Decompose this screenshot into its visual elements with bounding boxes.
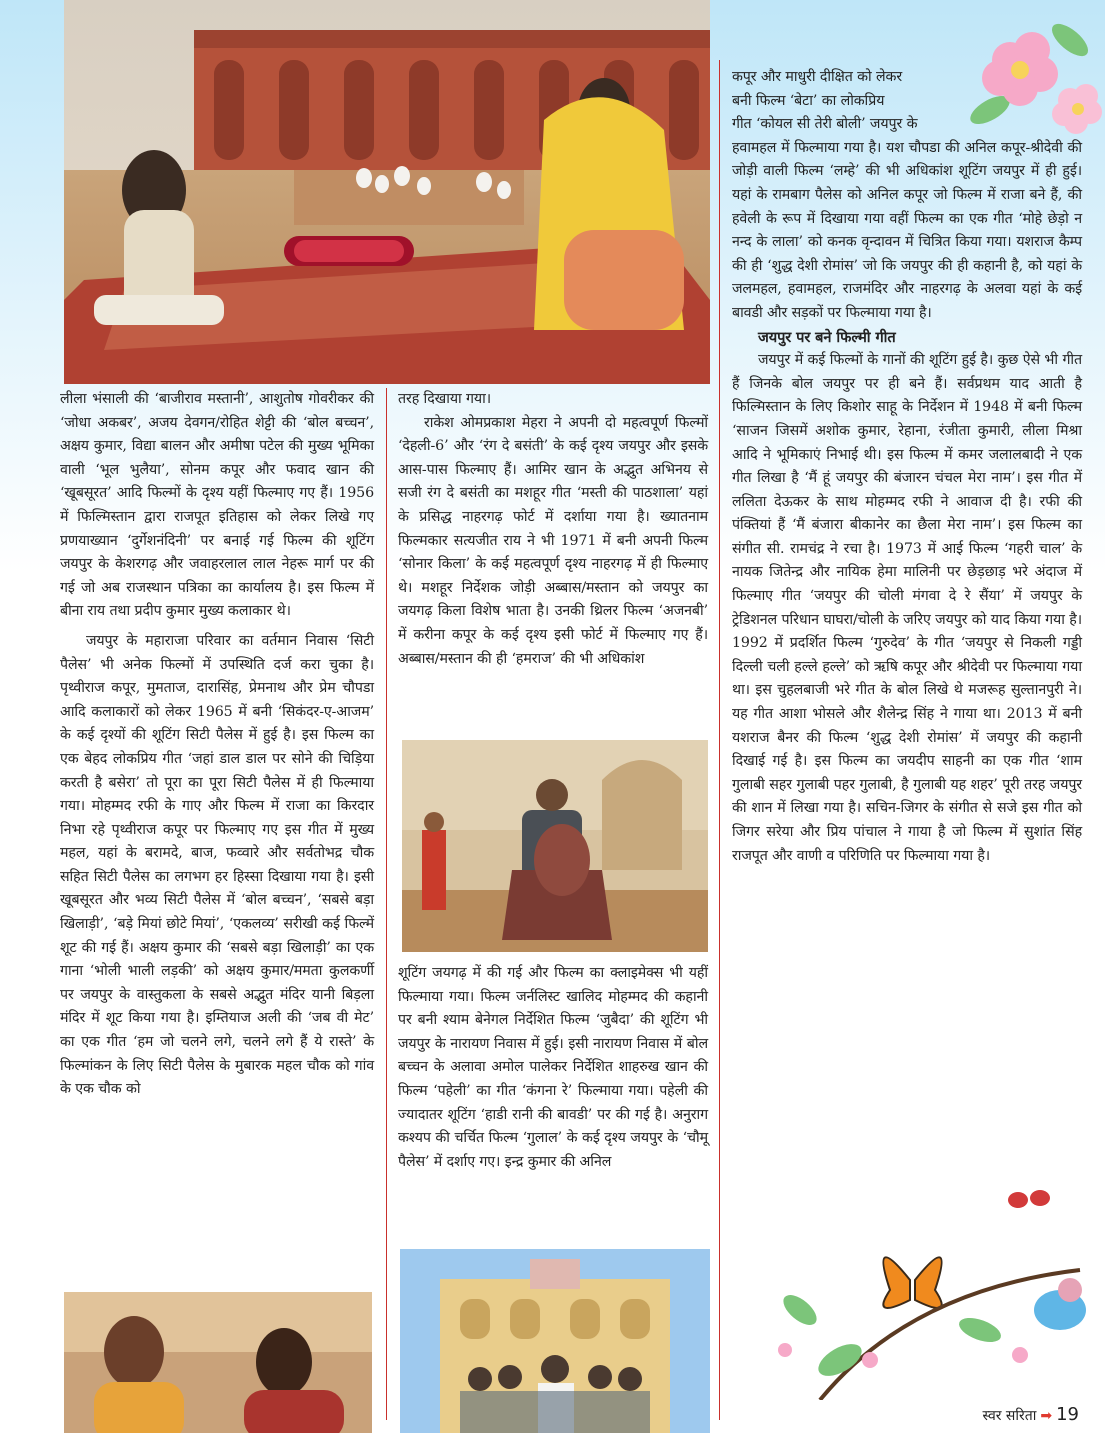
jaigarh-fort-film-still bbox=[402, 740, 708, 952]
column3-paragraph1: हवामहल में फिल्माया गया है। यश चौपडा की अनिल कपूर-श्रीदेवी की जोड़ी वाली फिल्म ‘लम्हे’ की भी अधिकांश शूटिंग जयपुर में ही हुई। यहां के रामबाग पैलेस को अनिल कपूर जो फिल्म में राजा बने हैं, की हवेली के रूप में दिखाया गया वहीं फिल्म का एक गीत ‘मोहे छेड़ो न नन्द के लाला’ को कनक वृन्दावन में चित्रित किया गया। यशराज कैम्प की ही ‘शुद्ध देशी रोमांस’ जो कि जयपुर की ही कहानी है, को यहां के जलमहल, हवामहल, राजमंदिर और नाहरगढ़ के अलवा यहां के कई बावडी और सड़कों पर फिल्माया गया है। bbox=[732, 139, 1082, 321]
column3-line2: बनी फिल्म ‘बेटा’ का लोकप्रिय bbox=[732, 92, 885, 109]
bird-icon bbox=[1034, 1278, 1086, 1330]
column3-paragraph2: जयपुर में कई फिल्मों के गानों की शूटिंग हुई है। कुछ ऐसे भी गीत हैं जिनके बोल जयपुर पर ही बने हैं। सर्वप्रथम याद आती है फिल्मिस्तान के लिए किशोर साहू के निर्देशन में 1948 में बनी फिल्म ‘साजन जिसमें अशोक कुमार, रेहाना, रंजीता कुमारी, लीला मिश्रा आदि ने भूमिकाएं निभाई थी। इस फिल्म में कमर जलालबादी ने एक गीत लिखा है ‘मैं हूं जयपुर की बंजारन चंचल मेरा नाम’। इस गीत में ललिता देऊकर के साथ मोहम्मद रफी ने आवाज दी है। रफी की पंक्तियां हैं ‘मैं बंजारा बीकानेर का छैला मेरा नाम’। इस फिल्म का संगीत सी. रामचंद्र ने रचा है। 1973 में आई फिल्म ‘गहरी चाल’ के नायक जितेन्द्र और नायिक हेमा मालिनी पर छेड़छाड़ भरे अंदाज में फिल्माए गीत ‘जयपुर की चोली मंगवा दे रे सैंया’ में जयपुर के ट्रेडिशनल परिधान घाघरा/चोली के जरिए जयपुर को याद किया गया है। 1992 में प्रदर्शित फिल्म ‘गुरुदेव’ के गीत ‘जयपुर से निकली गड्डी दिल्ली चली हल्ले हल्ले’ को ऋषि कपूर और श्रीदेवी पर फिल्माया गया था। इस चुहलबाजी भरे गीत के बोल लिखे थे मजरूह सुल्तानपुरी ने। यह गीत आशा भोसले और शैलेन्द्र सिंह ने गाया था। 2013 में बनी यशराज बैनर की फिल्म ‘शुद्ध देशी रोमांस’ में जयपुर की कहानी दिखाई गई है। इस फिल्म का जयदीप साहनी का एक गीत ‘शाम गुलाबी सहर गुलाबी पहर गुलाबी, है गुलाबी यह शहर’ पूरी तरह जयपुर की शान में लिखा गया है। सचिन-जिगर के संगीत से सजे इस गीत को जिगर सरेया और प्रिय पांचाल ने गाया है जो फिल्म में सुशांत सिंह राजपूत और वाणी व परिणिति पर फिल्माया गया है। bbox=[732, 352, 1082, 864]
column1-paragraph2: जयपुर के महाराजा परिवार का वर्तमान निवास ‘सिटी पैलेस’ भी अनेक फिल्मों में उपस्थिति दर्ज करा चुका है। पृथ्वीराज कपूर, मुमताज, दारासिंह, प्रेमनाथ और प्रेम चौपडा आदि कलाकारों को लेकर 1965 में बनी ‘सिकंदर-ए-आजम’ के कई दृश्यों की शूटिंग सिटी पैलेस में हुई है। इस फिल्म का एक बेहद लोकप्रिय गीत ‘जहां डाल डाल पर सोने की चिड़िया करती है बसेरा’ तो पूरा का पूरा सिटी पैलेस में ही फिल्माया गया। मोहम्मद रफी के गाए और फिल्म में राजा का किरदार निभा रहे पृथ्वीराज कपूर पर फिल्माए गए इस गीत में मुख्य महल, यहां के बरामदे, बाज, फव्वारे और सर्वतोभद्र चौक सहित सिटी पैलेस का लगभग हर हिस्सा दिखाया गया है। इसी खूबसूरत और भव्य सिटी पैलेस में ‘बोल बच्चन’, ‘सबसे बड़ा खिलाड़ी’, ‘बड़े मियां छोटे मियां’, ‘एकलव्य’ सरीखी कई फिल्में शूट की गई हैं। अक्षय कुमार की ‘सबसे बड़ा खिलाड़ी’ का एक गाना ‘भोली भाली लड़की’ को अक्षय कुमार/ममता कुलकर्णी पर जयपुर के वास्तुकला के सबसे अद्भुत मंदिर यानी बिड़ला मंदिर में शूट किया गया है। इम्तियाज अली की ‘जब वी मेट’ का एक गीत ‘हम जो चलने लगे, चलने लगे हैं ये रास्ते’ के फिल्मांकन के लिए सिटी पैलेस के मुबारक महल चौक को गांव के एक चौक को bbox=[60, 632, 374, 1098]
decor-bottom-right bbox=[760, 1190, 1105, 1400]
column-divider-1 bbox=[386, 388, 387, 1420]
column2-paragraph2: शूटिंग जयगढ़ में की गई और फिल्म का क्लाइमेक्स भी यहीं फिल्माया गया। फिल्म जर्नलिस्ट खालिद मोहम्मद की कहानी पर बनी श्याम बेनेगल निर्देशित फिल्म ‘जुबैदा’ की शूटिंग भी जयपुर के नारायण निवास में हुई। इसी नारायण निवास में बोल बच्चन के अलावा अमोल पालेकर निर्देशित शाहरुख खान की फिल्म ‘पहेली’ का गीत ‘कंगना रे’ फिल्माया गया। पहेली की ज्यादातर शूटिंग ‘हाडी रानी की बावडी’ पर की गई है। अनुराग कश्यप की चर्चित फिल्म ‘गुलाल’ के कई दृश्य जयपुर के ‘चौमू पैलेस’ में दर्शाए गए। इन्द्र कुमार की अनिल bbox=[398, 965, 708, 1170]
middle-photo bbox=[402, 740, 708, 952]
page-footer bbox=[983, 1404, 1079, 1425]
magazine-name: स्वर सरिता bbox=[982, 1408, 1037, 1424]
column3-heading: जयपुर पर बने फिल्मी गीत bbox=[758, 328, 896, 346]
city-palace-film-still bbox=[400, 1249, 710, 1433]
bottom-left-photo bbox=[64, 1292, 372, 1433]
column3-top bbox=[732, 66, 1082, 868]
column3-line1: कपूर और माधुरी दीक्षित को लेकर bbox=[732, 69, 903, 85]
film-song-still bbox=[64, 1292, 372, 1433]
arrow-icon: ➡ bbox=[1040, 1408, 1053, 1424]
column2-paragraph0: तरह दिखाया गया। bbox=[398, 391, 492, 407]
column-divider-2 bbox=[719, 60, 720, 1420]
column3-line3: गीत ‘कोयल सी तेरी बोली’ जयपुर के bbox=[732, 116, 918, 133]
top-photo bbox=[64, 0, 710, 384]
butterfly-icon bbox=[883, 1257, 941, 1308]
column2-upper bbox=[398, 388, 708, 671]
column1-paragraph1: लीला भंसाली की ‘बाजीराव मस्तानी’, आशुतोष गोवरीकर की ‘जोधा अकबर’, अजय देवगन/रोहित शेट्टी की ‘बोल बच्चन’, अक्षय कुमार, विद्या बालन और अमीषा पटेल की मुख्य भूमिका वाली ‘भूल भुलैया’, सोनम कपूर और फवाद खान की ‘खूबसूरत’ आदि फिल्मों के दृश्य यहीं फिल्माए गए हैं। 1956 में फिल्मिस्तान द्वारा राजपूत इतिहास को लेकर लिखे गए प्रणयाख्यान ‘दुर्गेशनंदिनी’ पर बनाई गई फिल्म की शूटिंग जयपुर के केशरगढ़ और जवाहरलाल लाल नेहरू मार्ग पर की गई जो अब राजस्थान पत्रिका का कार्यालय है। इस फिल्म में बीना राय तथा प्रदीप कुमार मुख्य कलाकार थे। bbox=[60, 391, 374, 620]
ladybug-icon bbox=[1008, 1190, 1050, 1208]
column2-lower bbox=[398, 962, 708, 1174]
column1 bbox=[60, 388, 374, 1102]
page-number: 19 bbox=[1056, 1404, 1079, 1425]
jodha-akbar-film-still bbox=[64, 0, 710, 384]
column2-paragraph1: राकेश ओमप्रकाश मेहरा ने अपनी दो महत्वपूर्ण फिल्मों ‘देहली-6’ और ‘रंग दे बसंती’ के कई दृश्य जयपुर और इसके आस-पास फिल्माए हैं। आमिर खान के अद्भुत अभिनय से सजी रंग दे बसंती का मशहूर गीत ‘मस्ती की पाठशाला’ यहां के प्रसिद्ध नाहरगढ़ फोर्ट में दर्शाया गया है। ख्यातनाम फिल्मकार सत्यजीत राय ने भी 1971 में बनी अपनी फिल्म ‘सोनार किला’ के कई महत्वपूर्ण दृश्य नाहरगढ़ में ही फिल्माए थे। मशहूर निर्देशक जोड़ी अब्बास/मस्तान को जयपुर का जयगढ़ किला विशेष भाता है। उनकी थ्रिलर फिल्म ‘अजनबी’ में करीना कपूर के कई दृश्य इसी फोर्ट में फिल्माए गए हैं। अब्बास/मस्तान की ही ‘हमराज’ की भी अधिकांश bbox=[398, 414, 708, 667]
bottom-middle-photo bbox=[400, 1249, 710, 1433]
